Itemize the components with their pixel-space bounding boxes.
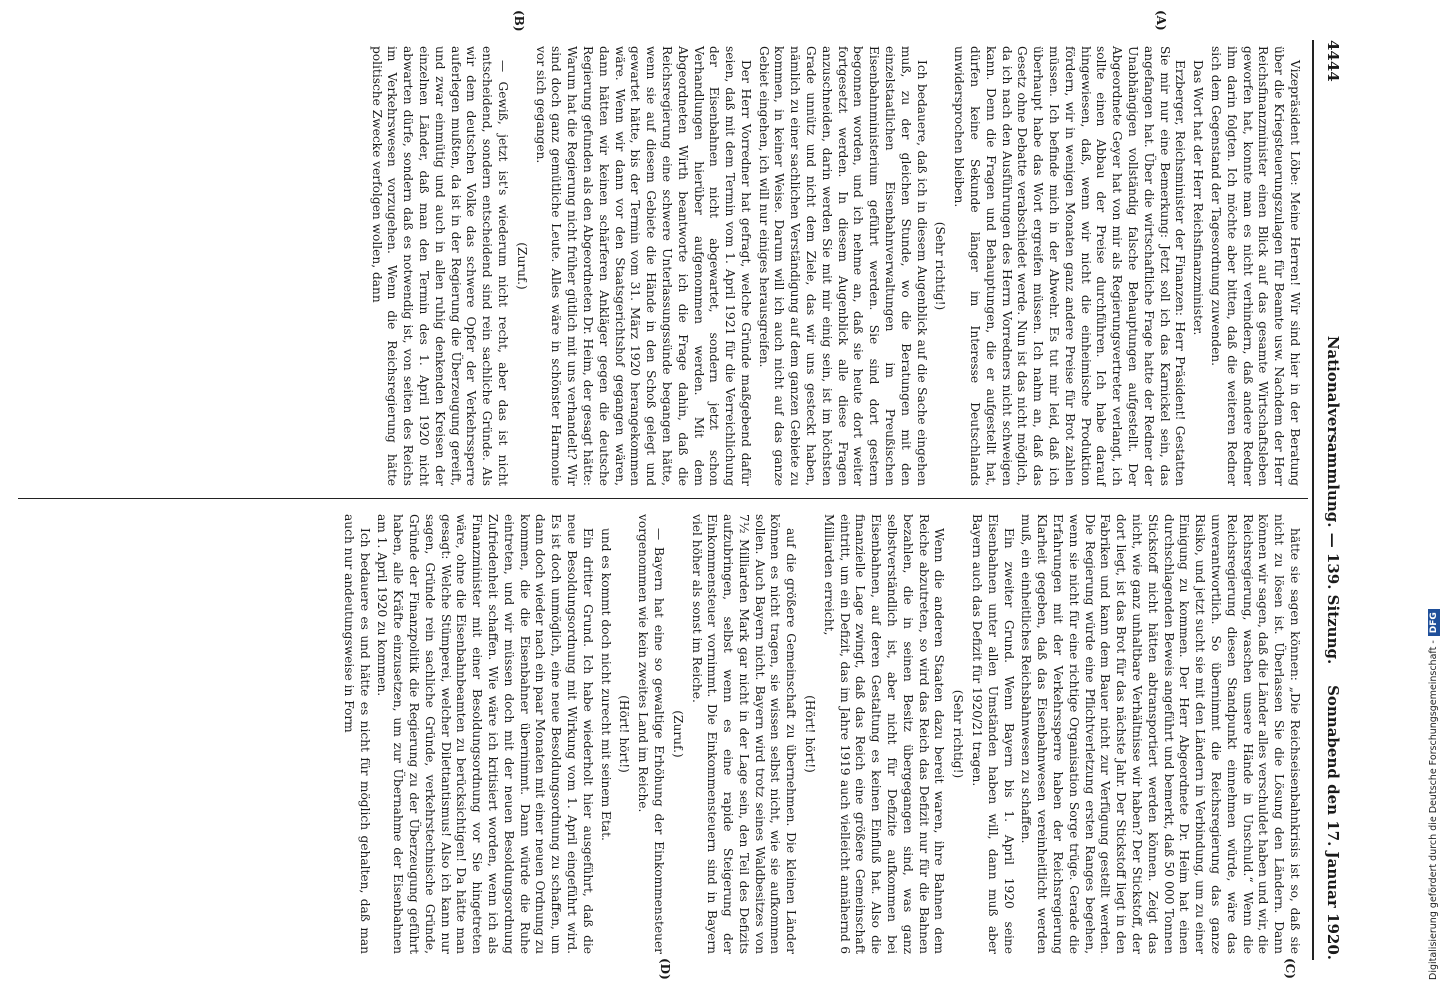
paragraph: Ich bedauere es und hätte es nicht für möglich gehalten, daß man auch nur andeutungsweise in Form xyxy=(341,514,372,954)
paragraph: Wenn die anderen Staaten dazu bereit waren, ihre Bahnen dem Reiche abzutreten, so wird das Reich das Defizit nur für die Bahnen bezahlen, die in seinen Besitz übergegangen sind, was ganz selbstverständlich ist, aber nicht für Defizite aufkommen bei Eisenbahnen, auf deren Gestaltung es keinen Einfluß hat. Also die finanzielle Lage zwingt, daß das Reich eine größere Gemeinschaft eintritt, um ein Defizit, das im Jahre 1919 auch vielleicht annähernd 6 Milliarden erreicht, xyxy=(821,514,947,954)
paragraph: Ein zweiter Grund. Wenn Bayern bis 1. April 1920 seine Eisenbahnen unter allen Umständen haben will, dann muß aber Bayern auch das Defizit für 1920/21 tragen. xyxy=(970,514,1016,954)
interjection: (Zuruf.) xyxy=(670,710,685,758)
paragraph: hätte sie sagen können: „Die Reichseisenbahnkrisis ist so, daß sie nicht zu lösen ist. Überlassen Sie die Lösung den Ländern. Dann können wir sagen, daß die Länder alles verschuldet haben und wir, die Reichsregierung, waschen unsere Hände in Unschuld.“ Wenn die Reichsregierung diesen Standpunkt einnehmen würde, wäre das unverantwortlich. So übernimmt die Reichsregierung das ganze Risiko, und jetzt sucht sie mit den Ländern in Verbindung, um zu einer Einigung zu kommen. Der Herr Abgeordnete Dr. Heim hat einen durchschlagenden Beweis angeführt und bemerkt, daß 50 000 Tonnen Stickstoff nicht hätten abtransportiert werden können. Zeigt das nicht, wie ganz unhaltbare Verhältnisse wir haben? Der Stickstoff, der dort liegt, ist das Brot für das nächste Jahr. Der Stickstoff liegt in den Fabriken und kann dem Bauer nicht zur Verfügung gestellt werden. Die Regierung würde eine Pflichtverletzung ersten Ranges begehen, wenn sie nicht für eine richtige Organisation Sorge trüge. Gerade die Erfahrungen mit der Verkehrssperre haben der Reichsregierung Klarheit gegeben, daß das Eisenbahnwesen vereinheitlicht werden muß, ein einheitliches Reichsbahnwesen zu schaffen. xyxy=(1019,514,1302,954)
dfg-logo: DFG xyxy=(1428,609,1440,636)
header-title: Nationalversammlung. — 139. Sitzung. xyxy=(1324,335,1342,665)
margin-marker-b: (B) xyxy=(512,10,526,32)
column-divider xyxy=(18,498,1308,499)
running-header xyxy=(1318,40,1342,960)
margin-marker-c: (C) xyxy=(1283,958,1297,979)
paragraph: Der Herr Vorredner hat gefragt, welche Gründe maßgebend dafür seien, daß mit dem Termin vom 1. April 1921 für die Verreichlichung der Eisenbahnen nicht abgewartet, sondern jetzt schon Verhandlungen hierüber aufgenommen werden. Mit dem Abgeordneten Wirth beantworte ich die Frage dahin, daß die Reichsregierung eine schwere Unterlassungssünde begangen hätte, wenn sie auf diesem Gebiete die Hände in den Schoß gelegt und gewartet hätte, bis der Termin vom 31. März 1920 herangekommen wäre. Wenn wir dann vor den Staatsgerichtshof gegangen wären, dann hätten wir keinen schärferen Ankläger gegen die deutsche Regierung gefunden als den Abgeordneten Dr. Heim, der gesagt hätte: Warum hat die Regierung nicht früher gütlich mit uns verhandelt? Wir sind doch ganz gemütliche Leute. Alles wäre in schönster Harmonie vor sich gegangen. xyxy=(533,46,753,486)
paragraph: Erzberger, Reichsminister der Finanzen: Herr Präsident! Gestatten Sie mir nur eine Bemerkung: Jetzt soll ich das Karnickel sein, das angefangen hat. Über die wirtschaftliche Frage hatte der Redner der Unabhängigen vollständig falsche Behauptungen aufgestellt. Der Abgeordnete Geyer hat von mir als Regierungsvertreter verlangt, ich sollte einen Abbau der Preise durchführen. Ich habe darauf hingewiesen, daß, wenn wir nicht die einheimische Produktion fördern, wir in wenigen Monaten ganz andere Preise für Brot zahlen müssen. Ich befinde mich in der Abwehr. Es tut mir leid, daß ich überhaupt habe das Wort ergreifen müssen. Ich nahm an, daß das Gesetz ohne Debatte verabschiedet werde. Nun ist das nicht möglich, da ich nach den Ausführungen des Herrn Vorredners nicht schweigen kann. Denn die Fragen und Behauptungen, die er aufgestellt hat, dürfen keine Sekunde länger im Interesse Deutschlands unwidersprochen bleiben. xyxy=(952,46,1188,486)
digitization-credit xyxy=(1411,20,1439,980)
paragraph: und es kommt doch nicht zurecht mit seinem Etat. xyxy=(598,528,613,841)
margin-marker-d: (D) xyxy=(658,958,672,980)
paragraph: Ich bedauere, daß ich in diesem Augenblick auf die Sache eingehen muß, zu der gleichen Stunde, wo die Beratungen mit den einzelstaatlichen Eisenbahnverwaltungen im Preußischen Eisenbahnministerium geführt werden. Sie sind dort gestern begonnen worden, und ich nehme an, daß sie heute dort weiter fortgesetzt werden. In diesem Augenblick alle diese Fragen anzuschneiden, darin werden Sie mit mir einig sein, ist im höchsten Grade unnütz und nicht dem Ziele, das wir uns gesteckt haben, nämlich zu einer sachlichen Verständigung auf dem ganzen Gebiete zu kommen, in keiner Weise. Darum will ich auch nicht auf das ganze Gebiet eingehen, ich will nur einiges herausgreifen. xyxy=(756,46,929,486)
paragraph: Vizepräsident Löbe: Meine Herren! Wir sind hier in der Beratung über die Kriegsteuerungszulagen für Beamte usw. Nachdem der Herr Reichsfinanzminister einen Blick auf das gesamte Wirtschaftsleben geworfen hat, konnte man es nicht verhindern, daß andere Redner ihm darin folgten. Ich möchte aber bitten, daß die weiteren Redner sich dem Gegenstand der Tagesordnung zuwenden. xyxy=(1209,46,1302,486)
interjection: (Hört! hört!) xyxy=(803,695,818,773)
interjection: (Hört! hört!) xyxy=(617,695,632,773)
paragraph: auf die größere Gemeinschaft zu übernehmen. Die kleinen Länder können es nicht tragen, sie wissen selbst nicht, wie sie aufkommen sollen. Auch Bayern nicht. Bayern wird trotz seines Waldbesitzes von 7½ Milliarden Mark gar nicht in der Lage sein, den Teil des Defizits aufzubringen, selbst wenn es eine rapide Steigerung der Einkommensteuer vornimmt. Die Einkommensteuern sind in Bayern viel höher als sonst im Reiche. xyxy=(689,514,799,954)
paragraph: — Bayern hat eine so gewaltige Erhöhung der Einkommensteuer vorgenommen wie kein zweites Land im Reiche. xyxy=(636,514,666,954)
page-number: 4444 xyxy=(1324,40,1342,82)
interjection: (Sehr richtig!) xyxy=(933,221,948,311)
margin-marker-a: (A) xyxy=(1154,10,1168,31)
credit-text: Digitalisierung gefördert durch die Deutsche Forschungsgemeinschaft - xyxy=(1428,640,1439,980)
paragraph: Ein dritter Grund. Ich habe wiederholt hier ausgeführt, daß die neue Besoldungsordnung mit Wirkung vom 1. April eingeführt wird. Es ist doch unmöglich, eine neue Besoldungsordnung zu schaffen, um dann doch wieder nach ein paar Monaten mit einer neuen Ordnung zu kommen, die die Eisenbahner übernimmt. Dann würde die Ruhe eintreten, und wir müssen doch mit der neuen Besoldungsordnung Zufriedenheit schaffen. Wie wäre ich kritisiert worden, wenn ich als Finanzminister mit einer Besoldungsordnung vor Sie hingetreten wäre, ohne die Eisenbahnbeamten zu berücksichtigen! Da hätte man gesagt: Welche Stümperei, welcher Dilettantismus! Also ich kann nur sagen, Gründe rein sachliche Gründe, verkehrstechnische Gründe, Gründe der Finanzpolitik die Regierung zu der Überzeugung geführt haben, alle Kräfte einzusetzen, um zur Übernahme der Eisenbahnen am 1. April 1920 zu kommen. xyxy=(375,514,595,954)
right-text-column xyxy=(22,514,1302,954)
interjection: (Zuruf.) xyxy=(514,242,529,290)
header-rule xyxy=(1312,40,1314,960)
header-date: Sonnabend den 17. Januar 1920. xyxy=(1324,685,1342,960)
left-text-column xyxy=(22,46,1302,486)
paragraph: — Gewiß, jetzt ist's wiederum nicht recht, aber das ist nicht entscheidend, sondern entscheidend sind rein sachliche Gründe. Als wir dem deutschen Volke das schwere Opfer der Verkehrssperre auferlegen mußten, da ist in der Regierung die Überzeugung gereift, und zwar einmütig und auch in allen ruhig denkenden Kreisen der einzelnen Länder, daß man den Termin des 1. April 1920 nicht abwarten dürfe, sondern daß es notwendig ist, von seiten des Reichs im Verkehrswesen vorzugehen. Wenn die Reichsregierung hätte politische Zwecke verfolgen wollen, dann xyxy=(369,46,510,486)
interjection: (Sehr richtig!) xyxy=(951,689,966,779)
paragraph: Das Wort hat der Herr Reichsfinanzminister. xyxy=(1191,60,1206,336)
